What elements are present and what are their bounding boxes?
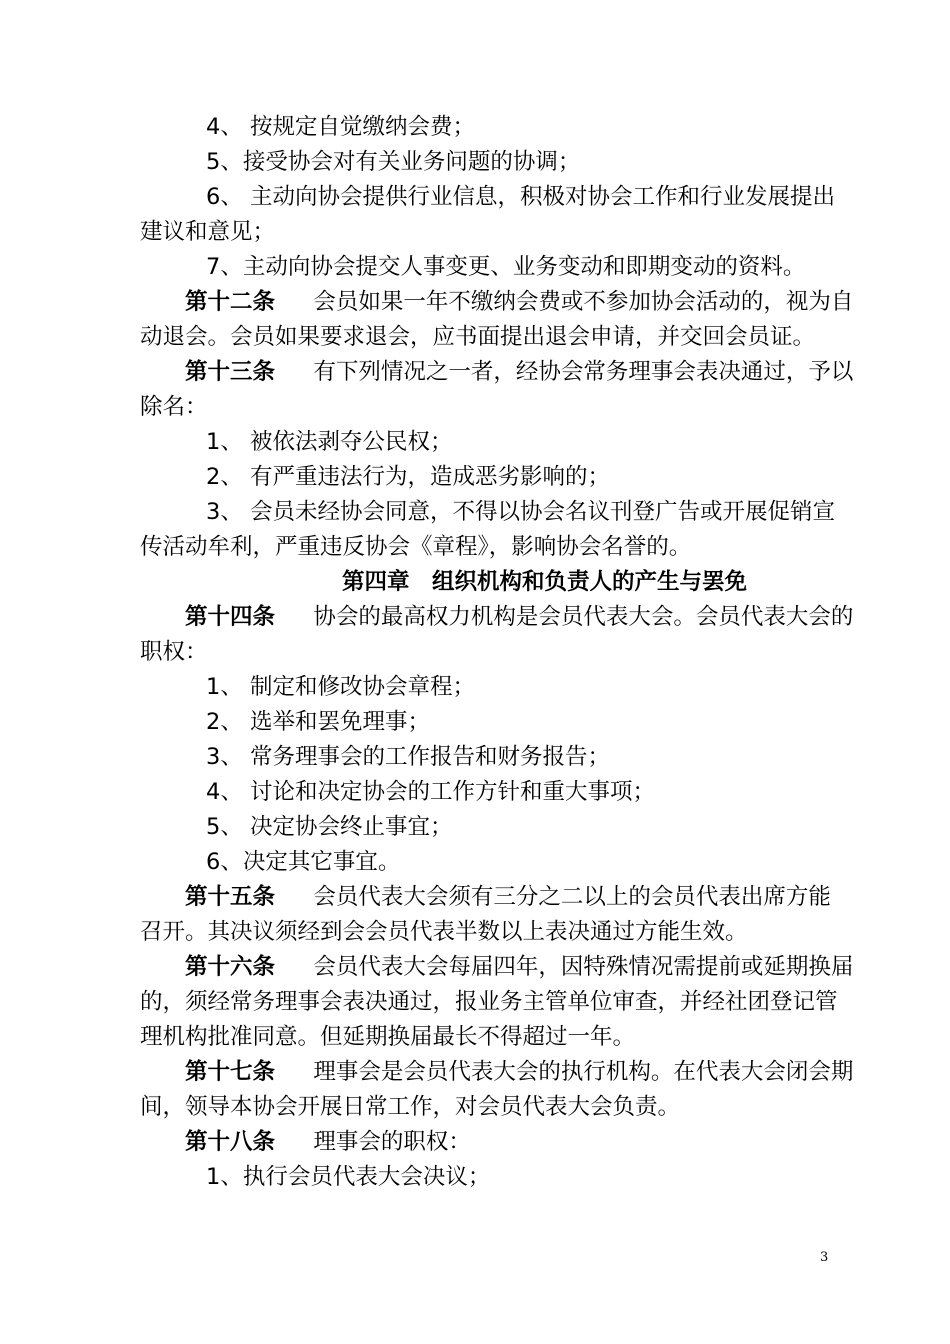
list-item: 2、 选举和罢免理事；: [206, 709, 430, 735]
article-18: [185, 1127, 471, 1157]
article-text-continuation: 召开。其决议须经到会会员代表半数以上表决通过方能生效。: [140, 919, 748, 945]
article-text: 理事会是会员代表大会的执行机构。在代表大会闭会期: [313, 1059, 854, 1085]
list-item: 1、执行会员代表大会决议；: [206, 1164, 491, 1190]
article-text: 有下列情况之一者，经协会常务理事会表决通过，予以: [313, 359, 854, 385]
article-text-continuation: 间，领导本协会开展日常工作，对会员代表大会负责。: [140, 1094, 681, 1120]
article-label: 第十六条: [185, 954, 276, 980]
article-text-continuation: 职权：: [140, 639, 208, 665]
list-item: 1、 被依法剥夺公民权；: [206, 429, 453, 455]
list-item: 7、主动向协会提交人事变更、业务变动和即期变动的资料。: [206, 254, 806, 280]
article-label: 第十四条: [185, 604, 276, 630]
list-item: 4、 讨论和决定协会的工作方针和重大事项；: [206, 779, 655, 805]
article-15: [185, 882, 831, 912]
list-item: 3、 会员未经协会同意，不得以协会名议刊登广告或开展促销宣: [206, 499, 835, 525]
article-label: 第十五条: [185, 884, 276, 910]
article-13: [185, 357, 853, 387]
article-text-continuation: 的，须经常务理事会表决通过，报业务主管单位审查，并经社团登记管: [140, 989, 838, 1015]
list-item: 6、 主动向协会提供行业信息，积极对协会工作和行业发展提出: [206, 184, 835, 210]
list-item-continuation: 传活动牟利，严重违反协会《章程》，影响协会名誉的。: [140, 534, 692, 560]
article-label: 第十八条: [185, 1129, 276, 1155]
list-item-continuation: 建议和意见；: [140, 219, 276, 245]
article-text: 会员代表大会每届四年，因特殊情况需提前或延期换届: [313, 954, 854, 980]
chapter-heading: 第四章 组织机构和负责人的产生与罢免: [342, 569, 748, 595]
article-12: [185, 287, 853, 317]
article-text-continuation: 理机构批准同意。但延期换届最长不得超过一年。: [140, 1024, 636, 1050]
article-text: 理事会的职权：: [313, 1129, 471, 1155]
list-item: 4、 按规定自觉缴纳会费；: [206, 114, 475, 140]
article-text: 协会的最高权力机构是会员代表大会。会员代表大会的: [313, 604, 854, 630]
list-item: 1、 制定和修改协会章程；: [206, 674, 475, 700]
article-text: 会员如果一年不缴纳会费或不参加协会活动的，视为自: [313, 289, 854, 315]
article-label: 第十二条: [185, 289, 276, 315]
list-item: 6、决定其它事宜。: [206, 849, 401, 875]
article-label: 第十七条: [185, 1059, 276, 1085]
list-item: 2、 有严重违法行为，造成恶劣影响的；: [206, 464, 610, 490]
article-14: [185, 602, 853, 632]
page-number: 3: [820, 1250, 829, 1265]
list-item: 3、 常务理事会的工作报告和财务报告；: [206, 744, 610, 770]
list-item: 5、接受协会对有关业务问题的协调；: [206, 149, 581, 175]
article-label: 第十三条: [185, 359, 276, 385]
list-item: 5、 决定协会终止事宜；: [206, 814, 453, 840]
article-text-continuation: 除名：: [140, 394, 208, 420]
article-text-continuation: 动退会。会员如果要求退会，应书面提出退会申请，并交回会员证。: [140, 324, 816, 350]
article-16: [185, 952, 853, 982]
article-17: [185, 1057, 853, 1087]
article-text: 会员代表大会须有三分之二以上的会员代表出席方能: [313, 884, 831, 910]
